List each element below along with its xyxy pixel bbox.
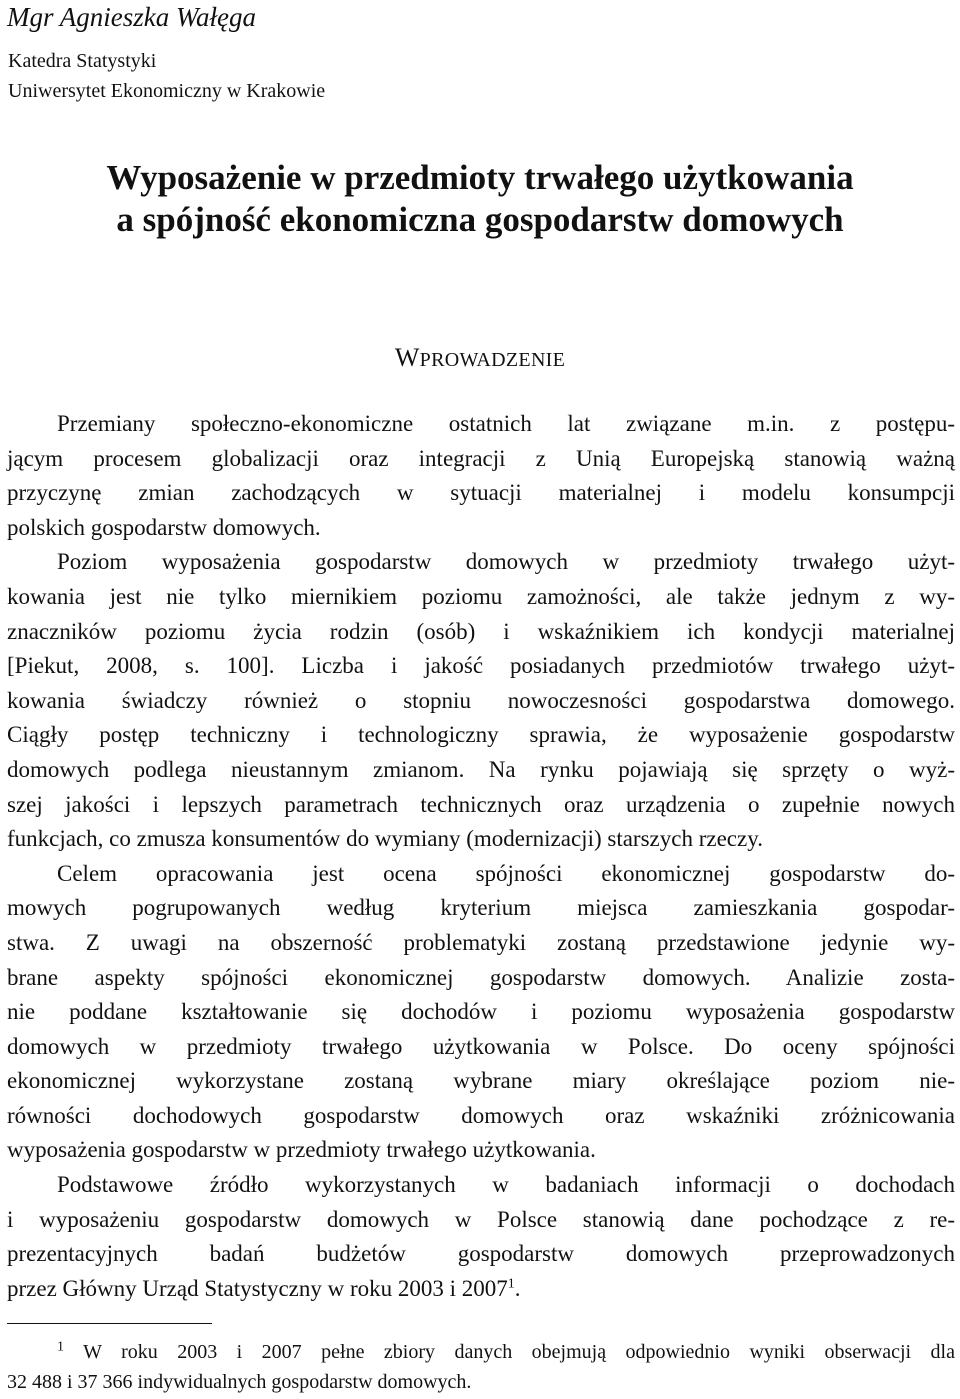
body-line: domowych w przedmioty trwałego użytkowania w Polsce. Do oceny spójności [7,1033,955,1059]
body-line: jącym procesem globalizacji oraz integracji z Unią Europejską stanowią ważną [7,445,955,471]
footnote-reference-trail: . [514,1275,521,1301]
footnote-line1 [7,1337,955,1367]
body-line: prezentacyjnych badań budżetów gospodarstw domowych przeprowadzonych [7,1241,955,1267]
body-line: równości dochodowych gospodarstw domowych oraz wskaźniki zróżnicowania [7,1102,955,1128]
affiliation-university: Uniwersytet Ekonomiczny w Krakowie [8,80,326,102]
footnote [7,1337,955,1397]
affiliation-department: Katedra Statystyki [8,50,157,72]
paper-title-line1: Wyposażenie w przedmioty trwałego użytkowania [106,158,854,197]
section-heading [0,343,960,375]
body-line: mowych pogrupowanych według kryterium miejsca zamieszkania gospodar- [7,895,955,921]
body-line: i wyposażeniu gospodarstw domowych w Polsce stanowią dane pochodzące z re- [7,1206,955,1232]
body-line: Celem opracowania jest ocena spójności ekonomicznej gospodarstw do- [57,860,955,886]
body-line: Podstawowe źródło wykorzystanych w badaniach informacji o dochodach [57,1172,955,1198]
body-line: ekonomicznej wykorzystane zostaną wybrane miary określające poziom nie- [7,1068,955,1094]
footnote-reference[interactable]: 1 [507,1276,515,1292]
body-line: [Piekut, 2008, s. 100]. Liczba i jakość posiadanych przedmiotów trwałego użyt- [7,653,955,679]
body-text [7,407,955,1306]
body-line: wyposażenia gospodarstw w przedmioty trwałego użytkowania. [7,1137,596,1163]
body-line-text: przez Główny Urząd Statystyczny w roku 2003 i 2007 [7,1275,508,1301]
section-heading-rest: PROWADZENIE [419,349,566,371]
paper-title-line2: a spójność ekonomiczna gospodarstw domowych [116,200,844,239]
footnote-line2: 32 488 i 37 366 indywidualnych gospodarstw domowych. [7,1371,472,1393]
body-line: szej jakości i lepszych parametrach technicznych oraz urządzenia o zupełnie nowych [7,791,955,817]
footnote-text-line1: W roku 2003 i 2007 pełne zbiory danych obejmują odpowiednio wyniki obserwacji dla [64,1341,955,1363]
footnote-separator [7,1323,212,1324]
body-line: kowania jest nie tylko miernikiem poziomu zamożności, ale także jednym z wy- [7,583,955,609]
body-line: Przemiany społeczno-ekonomiczne ostatnich lat związane m.in. z postępu- [57,411,955,436]
footnote-mark: 1 [57,1339,64,1355]
body-line: kowania świadczy również o stopniu nowoczesności gospodarstwa domowego. [7,687,955,713]
body-line: przyczynę zmian zachodzących w sytuacji materialnej i modelu konsumpcji [7,480,955,506]
body-line: polskich gospodarstw domowych. [7,514,321,540]
author-name: Mgr Agnieszka Wałęga [7,2,256,32]
body-line: brane aspekty spójności ekonomicznej gospodarstw domowych. Analizie zosta- [7,964,955,990]
body-line: Poziom wyposażenia gospodarstw domowych w przedmioty trwałego użyt- [57,549,955,575]
body-line: znaczników poziomu życia rodzin (osób) i wskaźnikiem ich kondycji materialnej [7,618,955,644]
section-heading-initial: W [394,343,420,372]
body-line: domowych podlega nieustannym zmianom. Na rynku pojawiają się sprzęty o wyż- [7,756,955,782]
body-line: stwa. Z uwagi na obszerność problematyki zostaną przedstawione jedynie wy- [7,929,955,955]
body-line: nie poddane kształtowanie się dochodów i poziomu wyposażenia gospodarstw [7,999,955,1025]
body-line: funkcjach, co zmusza konsumentów do wymiany (modernizacji) starszych rzeczy. [7,826,763,852]
body-line-last [7,1272,955,1307]
body-line: Ciągły postęp techniczny i technologiczny sprawia, że wyposażenie gospodarstw [7,722,955,748]
